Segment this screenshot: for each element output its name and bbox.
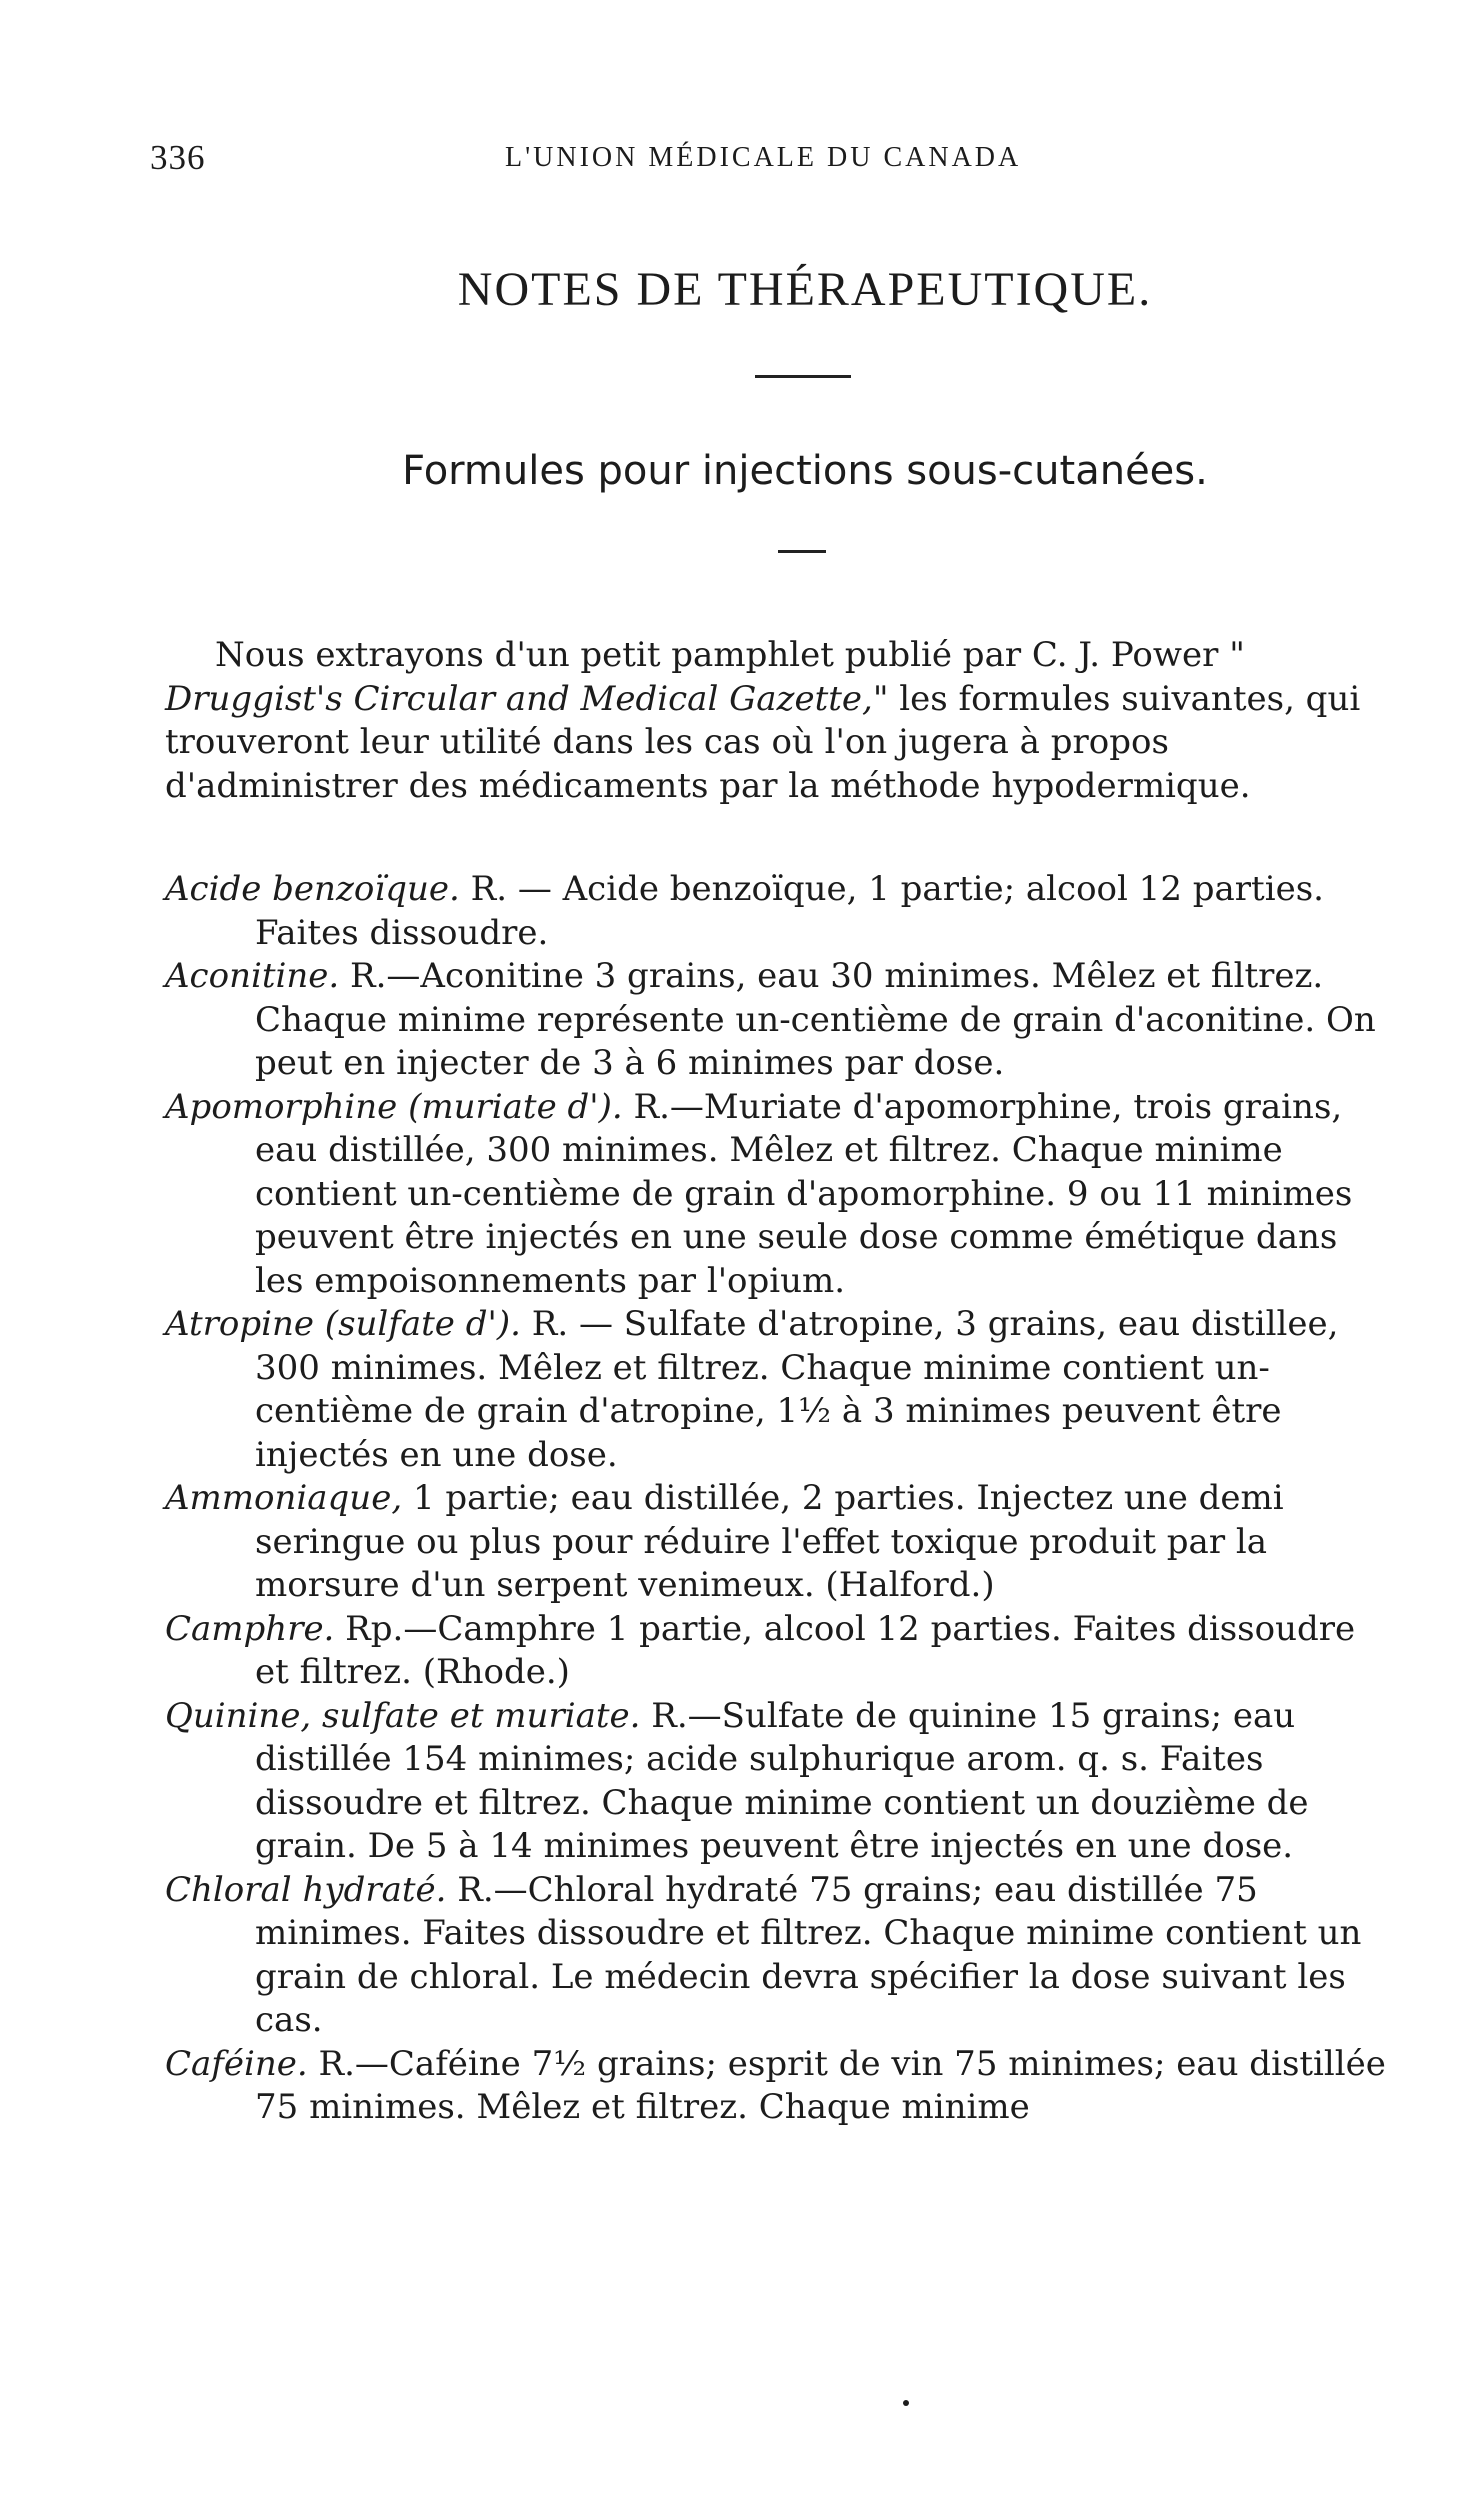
- section-title: NOTES DE THÉRAPEUTIQUE.: [457, 263, 1153, 316]
- footer-mark: [903, 2400, 909, 2406]
- formula-list: [165, 868, 1395, 2130]
- entry-name: Apomorphine (muriate d').: [165, 1086, 623, 1127]
- subtitle-rule: [778, 550, 826, 553]
- formula-entry-apomorphine: [165, 1086, 1395, 1304]
- entry-text: Rp.—Camphre 1 partie, alcool 12 parties. Faites dissoudre et filtrez. (Rhode.): [255, 1608, 1356, 1692]
- intro-text-end: les formules suivantes, qui trouveront leur utilité dans les cas où l'on jugera à propos d'administrer des médicaments par la méthode hypodermique.: [165, 678, 1361, 806]
- entry-name: Ammoniaque,: [165, 1478, 403, 1518]
- entry-name: Aconitine.: [165, 956, 340, 996]
- entry-name: Quinine, sulfate et muriate.: [165, 1695, 641, 1736]
- journal-name: L'UNION MÉDICALE DU CANADA: [505, 142, 1022, 173]
- intro-text-start: Nous extrayons d'un petit pamphlet publié par C. J. Power: [215, 635, 1219, 675]
- entry-text: R.—Chloral hydraté 75 grains; eau distillée 75 minimes. Faites dissoudre et filtrez. Chaque minime contient un grain de chloral. Le médecin devra spécifier la dose suivant les cas.: [255, 1869, 1362, 2040]
- formula-entry-quinine: [165, 1695, 1395, 1869]
- formula-entry-cafeine: [165, 2043, 1395, 2130]
- formula-entry-camphre: [165, 1608, 1395, 1695]
- entry-text: R. — Sulfate d'atropine, 3 grains, eau distillee, 300 minimes. Mêlez et filtrez. Chaque minime contient un-centième de grain d'atropine, 1½ à 3 minimes peuvent être injectés en une dose.: [255, 1304, 1339, 1475]
- formula-entry-aconitine: [165, 955, 1395, 1086]
- entry-text: R.—Caféine 7½ grains; esprit de vin 75 minimes; eau distillée 75 minimes. Mêlez et filtrez. Chaque minime: [255, 2043, 1386, 2127]
- intro-journal-title: " Druggist's Circular and Medical Gazette,": [165, 635, 1245, 719]
- entry-name: Chloral hydraté.: [165, 1869, 447, 1910]
- title-rule: [755, 375, 851, 378]
- running-head: [150, 138, 1380, 178]
- formula-entry-acide-benzoique: [165, 868, 1395, 955]
- page-number: 336: [150, 138, 206, 177]
- entry-text: R.—Sulfate de quinine 15 grains; eau distillée 154 minimes; acide sulphurique arom. q. s. Faites dissoudre et filtrez. Chaque minime contient un douzième de grain. De 5 à 14 minimes peuvent être injectés en une dose.: [255, 1695, 1309, 1866]
- entry-name: Acide benzoïque.: [165, 869, 460, 909]
- formula-entry-chloral: [165, 1869, 1395, 2043]
- intro-paragraph: [165, 634, 1395, 808]
- formula-entry-ammoniaque: [165, 1477, 1395, 1608]
- entry-name: Caféine.: [165, 2043, 308, 2084]
- entry-text: 1 partie; eau distillée, 2 parties. Injectez une demi seringue ou plus pour réduire l'effet toxique produit par la morsure d'un serpent venimeux. (Halford.): [255, 1478, 1284, 1605]
- formula-entry-atropine: [165, 1303, 1395, 1477]
- entry-text: R.—Muriate d'apomorphine, trois grains, eau distillée, 300 minimes. Mêlez et filtrez. Chaque minime contient un-centième de grain d'apomorphine. 9 ou 11 minimes peuvent être injectés en une seule dose comme émétique dans les empoisonnements par l'opium.: [255, 1086, 1353, 1301]
- entry-text: R.—Aconitine 3 grains, eau 30 minimes. Mêlez et filtrez. Chaque minime représente un-centième de grain d'aconitine. On peut en injecter de 3 à 6 minimes par dose.: [255, 956, 1376, 1083]
- entry-text: R. — Acide benzoïque, 1 partie; alcool 12 parties. Faites dissoudre.: [255, 869, 1324, 953]
- entry-name: Atropine (sulfate d').: [165, 1304, 521, 1344]
- entry-name: Camphre.: [165, 1608, 335, 1649]
- article-subtitle: Formules pour injections sous-cutanées.: [402, 448, 1208, 494]
